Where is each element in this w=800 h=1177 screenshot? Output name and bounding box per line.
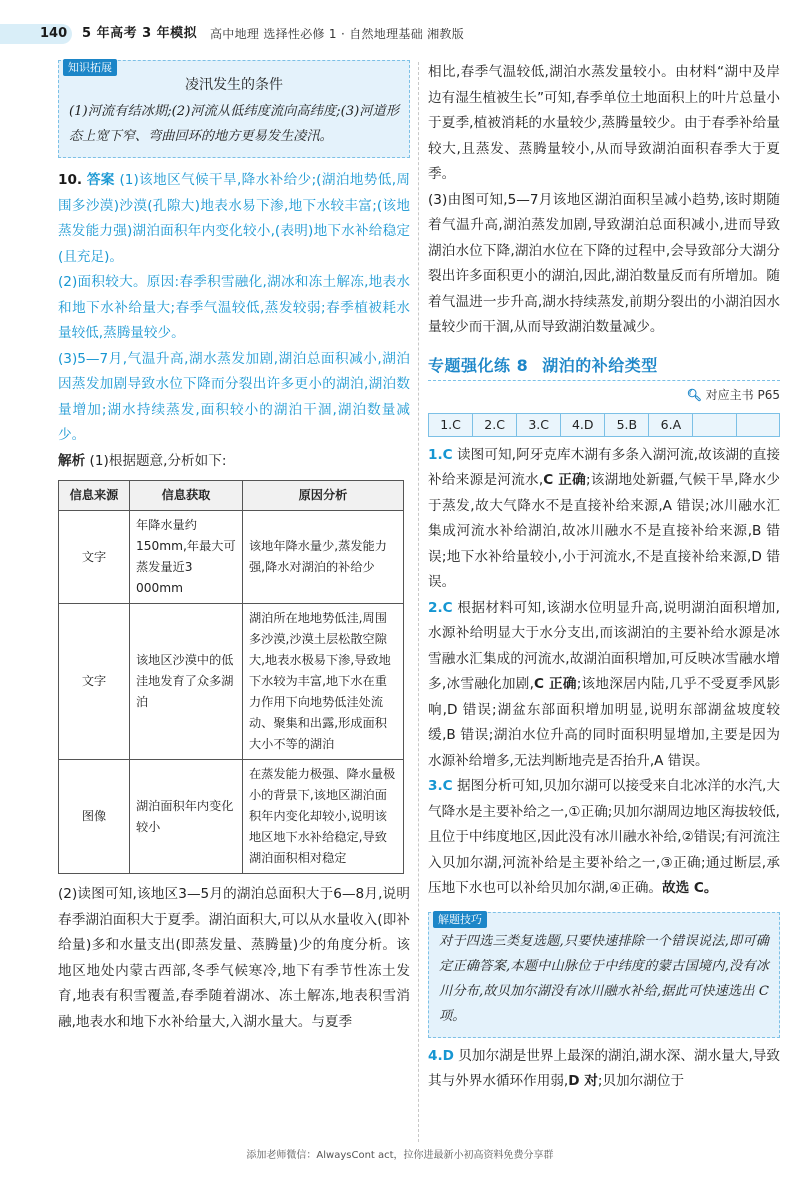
table-row <box>59 511 404 604</box>
q4-text-c: ;贝加尔湖位于 <box>597 1073 685 1089</box>
q10-analysis-3: (3)由图可知,5—7月该地区湖泊面积呈减小趋势,该时期随着气温升高,湖泊蒸发加剧,导致湖泊总面积减小,进而导致湖泊水位下降,湖泊水位在下降的过程中,会导致部分大湖分裂出许多面积更小的湖泊,因此,湖泊数量反而有所增加。随着气温进一步升高,湖水持续蒸发,前期分裂出的小湖泊因水量较少而干涸,从而导致湖泊数量减少。 <box>428 191 780 335</box>
q4-number: 4.D <box>428 1047 454 1064</box>
solving-tips-tag: 解题技巧 <box>433 911 487 928</box>
page-footer: 添加老师微信：AlwaysCont act，拉你进最新小初高资料免费分享群 <box>246 1150 554 1161</box>
q10-answer-label: 答案 <box>86 172 115 188</box>
q1-text-a: 读图可知,阿牙克库木湖有多条入湖河流,故该湖的直接补给来源是河流水, <box>428 446 781 488</box>
page-number: 140 <box>40 26 68 41</box>
answer-key-table <box>428 413 780 437</box>
q10-answer-2: (2)面积较大。原因:春季积雪融化,湖冰和冻土解冻,地表水和地下水补给量大;春季气温较低,蒸发较弱;春季植被耗水量较低,蒸腾量较少。 <box>58 274 410 341</box>
q1-text-c: ;该湖地处新疆,气候干旱,降水少于蒸发,故大气降水不是直接补给来源,A 错误;冰川融水汇集成河流水补给湖泊,故冰川融水不是直接补给来源,B 错误;地下水补给量较小,小于河流水,不是直接补给来源,D 错误。 <box>428 472 780 590</box>
knowledge-extension-box <box>58 60 410 158</box>
q1-explanation <box>428 443 780 596</box>
q3-text-a: 据图分析可知,贝加尔湖可以接受来自北冰洋的水汽,大气降水是主要补给之一,①正确;贝加尔湖周边地区海拔较低,且位于中纬度地区,因此没有冰川融水补给,②错误;有河流注入贝加尔湖,河流补给是主要补给之一,③正确;通过断层,承压地下水也可以补给贝加尔湖,④正确。 <box>428 778 781 896</box>
main-book-reference <box>428 385 780 405</box>
q3-explanation <box>428 774 780 902</box>
search-icon: 🔍︎ <box>686 387 702 402</box>
table-cell-info: 年降水量约150mm,年最大可蒸发量近3 000mm <box>130 511 243 604</box>
q2-explanation <box>428 596 780 775</box>
section-topic: 湖泊的补给类型 <box>542 355 658 375</box>
answer-key-cell <box>693 413 736 436</box>
answer-key-cell: 4.D <box>561 413 605 436</box>
table-cell-source: 文字 <box>59 604 130 760</box>
q10-analysis-2-continued: 相比,春季气温较低,湖泊水蒸发量较小。由材料“湖中及岸边有湿生植被生长”可知,春季单位土地面积上的叶片总量小于夏季,植被消耗的水量较少,蒸腾量较少。由于春季补给量较大,且蒸发、蒸腾量较小,从而导致湖泊面积春季大于夏季。 <box>428 64 780 182</box>
knowledge-extension-tag: 知识拓展 <box>63 59 117 76</box>
table-cell-reason: 在蒸发能力极强、降水量极小的背景下,该地区湖泊面积年内变化却较小,说明该地区地下水补给稳定,导致湖泊面积相对稳定 <box>243 760 404 874</box>
q10-answer-1 <box>58 168 410 270</box>
table-cell-info: 湖泊面积年内变化较小 <box>130 760 243 874</box>
q2-number: 2.C <box>428 599 453 616</box>
table-cell-source: 文字 <box>59 511 130 604</box>
q10-number: 10. <box>58 172 83 188</box>
table-header-cell: 信息来源 <box>59 481 130 511</box>
table-header-cell: 原因分析 <box>243 481 404 511</box>
table-cell-source: 图像 <box>59 760 130 874</box>
q4-text-a: 贝加尔湖是世界上最深的湖泊,湖水深、湖水量大,导致其与外界水循环作用弱, <box>428 1047 780 1089</box>
q10-answer-3: (3)5—7月,气温升高,湖水蒸发加剧,湖泊总面积减小,湖泊因蒸发加剧导致水位下降而分裂出许多更小的湖泊,湖泊数量增加;湖水持续蒸发,面积较小的湖泊干涸,湖泊数量减少。 <box>58 350 410 443</box>
right-column <box>428 60 780 1095</box>
q1-correct: C 正确 <box>543 472 586 488</box>
section-underline <box>428 380 780 381</box>
table-cell-info: 该地区沙漠中的低洼地发育了众多湖泊 <box>130 604 243 760</box>
knowledge-extension-text: (1)河流有结冰期;(2)河流从低纬度流向高纬度;(3)河道形态上宽下窄、弯曲回环的地方更易发生凌汛。 <box>69 104 399 144</box>
analysis-table <box>58 480 404 874</box>
answer-key-row <box>429 413 780 436</box>
q2-text-c: ;该地深居内陆,几乎不受夏季风影响,D 错误;湖盆东部面积增加明显,说明东部湖盆坡度较缓,B 错误;湖泊水位升高的同时面积明显增加,主要是因为水源补给增多,无法判断地壳是否抬升,A 错误。 <box>428 676 780 769</box>
solving-tips-text: 对于四选三类复选题,只要快速排除一个错误说法,即可确定正确答案,本题中山脉位于中纬度的蒙古国境内,没有冰川分布,故贝加尔湖没有冰川融水补给,据此可快速选出 C 项。 <box>439 933 769 1024</box>
table-row <box>59 760 404 874</box>
left-column <box>58 60 410 1035</box>
answer-key-cell: 1.C <box>429 413 473 436</box>
q10-answer-1-text: (1)该地区气候干旱,降水补给少;(湖泊地势低,周围多沙漠)沙漠(孔隙大)地表水易下渗,地下水较丰富;(该地蒸发能力强)湖泊面积年内变化较小,(表明)地下水补给稳定(且充足)。 <box>58 172 411 265</box>
q4-explanation <box>428 1044 780 1095</box>
answer-key-cell: 5.B <box>605 413 649 436</box>
answer-key-cell: 3.C <box>517 413 561 436</box>
book-title: 5 年高考 3 年模拟 <box>82 26 198 41</box>
q2-correct: C 正确 <box>533 676 577 692</box>
answer-key-cell <box>736 413 779 436</box>
section-title <box>428 353 658 376</box>
knowledge-extension-title: 凌汛发生的条件 <box>185 77 283 93</box>
table-header-cell: 信息获取 <box>130 481 243 511</box>
q2-text-a: 根据材料可知,该湖水位明显升高,说明湖泊面积增加,水源补给明显大于水分支出,而该湖泊的主要补给水源是冰雪融水汇集成的河流水,故湖泊面积增加,可反映冰雪融水增多,冰雪融化加剧, <box>428 599 780 692</box>
main-book-reference-text: 对应主书 P65 <box>705 387 780 402</box>
solving-tips-box <box>428 912 780 1038</box>
table-row <box>59 604 404 760</box>
q4-correct: D 对 <box>568 1073 598 1089</box>
q3-conclusion: 故选 C。 <box>662 880 718 896</box>
answer-key-cell: 6.A <box>649 413 693 436</box>
column-divider <box>418 62 419 1142</box>
section-heading <box>428 353 780 376</box>
q10-analysis-intro-text: (1)根据题意,分析如下: <box>89 452 227 469</box>
q1-number: 1.C <box>428 446 453 463</box>
page-header <box>0 18 800 50</box>
q10-analysis-label: 解析 <box>58 452 86 469</box>
q3-number: 3.C <box>428 778 453 794</box>
answer-key-cell: 2.C <box>473 413 517 436</box>
section-label: 专题强化练 8 <box>428 355 529 375</box>
table-cell-reason: 该地年降水量少,蒸发能力强,降水对湖泊的补给少 <box>243 511 404 604</box>
table-cell-reason: 湖泊所在地地势低洼,周围多沙漠,沙漠土层松散空隙大,地表水极易下渗,导致地下水较为丰富,地下水在重力作用下向地势低洼处流动、聚集和出露,形成面积大小不等的湖泊 <box>243 604 404 760</box>
q10-analysis-2: (2)读图可知,该地区3—5月的湖泊总面积大于6—8月,说明春季湖泊面积大于夏季。湖泊面积大,可以从水量收入(即补给量)多和水量支出(即蒸发量、蒸腾量)少的角度分析。该地区地处内蒙古西部,冬季气候寒冷,地下有季节性冻土发育,地表有积雪覆盖,春季随着湖冰、冻土解冻,地表积雪消融,地表水和地下水补给量大,入湖水量大。与夏季 <box>58 886 410 1030</box>
analysis-table-header-row <box>59 481 404 511</box>
book-subtitle: 高中地理 选择性必修 1 · 自然地理基础 湘教版 <box>210 27 465 41</box>
q10-analysis-intro <box>58 449 410 475</box>
